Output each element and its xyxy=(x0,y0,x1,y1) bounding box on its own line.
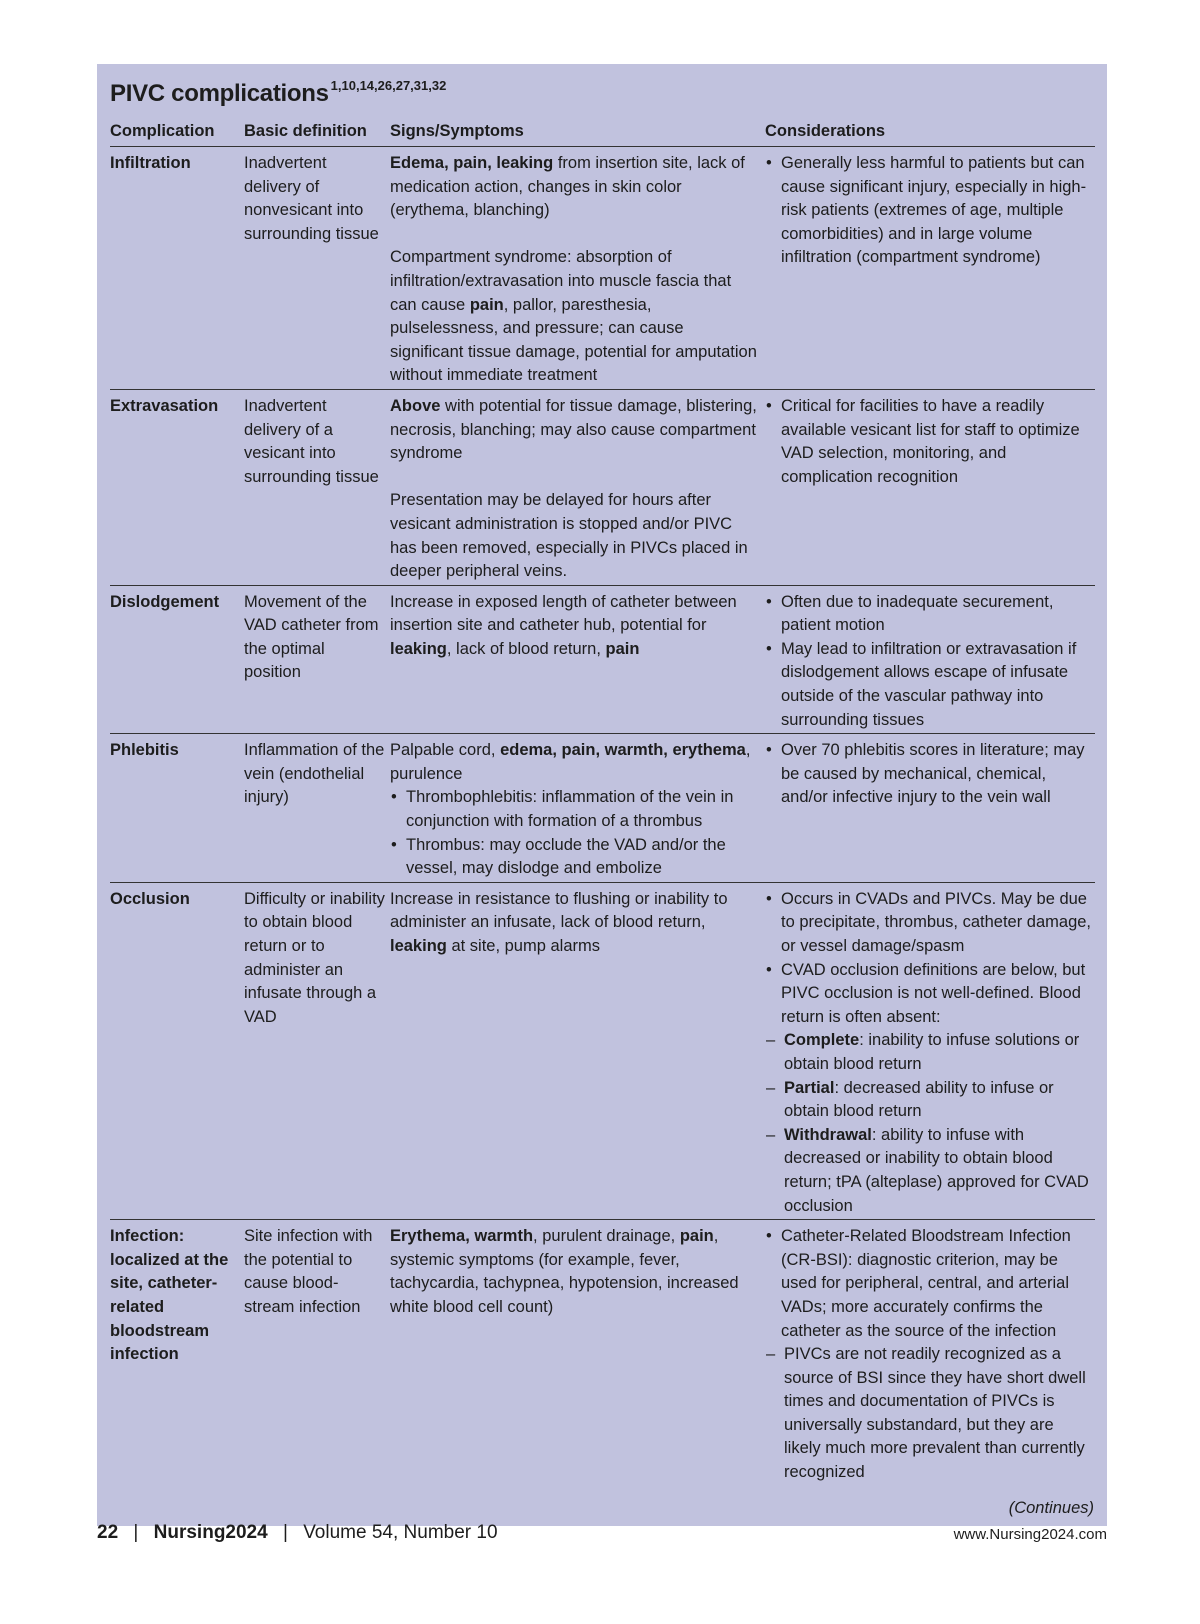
table-title xyxy=(110,70,1095,110)
signs-text: , lack of blood return, xyxy=(446,639,606,658)
sub-item-text: : ability to infuse with decreased or inability to obtain blood return; tPA (alteplase) approved for CVAD occlusion xyxy=(784,1125,1089,1215)
signs-text: with potential for tissue damage, blistering, necrosis, blanching; may also cause compartment syndrome xyxy=(390,396,757,463)
signs-paragraph xyxy=(390,246,761,388)
consideration-item: • Over 70 phlebitis scores in literature; may be caused by mechanical, chemical, and/or infective injury to the vein wall xyxy=(765,739,1091,810)
complications-table xyxy=(110,118,1095,1486)
signs-bold: leaking xyxy=(390,937,447,955)
title-references: 1,10,14,26,27,31,32 xyxy=(330,78,447,93)
header-complication: Complication xyxy=(110,118,244,147)
signs-bold: edema, pain, warmth, erythema xyxy=(500,741,746,760)
cell-complication: Phlebitis xyxy=(110,734,244,883)
consideration-item: • May lead to infiltration or extravasation if dislodgement allows escape of infusate outside of the vascular pathway into surrounding tissues xyxy=(765,638,1091,732)
signs-text: Palpable cord, xyxy=(390,741,501,760)
cell-considerations xyxy=(765,585,1095,734)
continues-note: (Continues) xyxy=(1008,1499,1094,1517)
signs-bold: pain xyxy=(679,1227,714,1246)
cell-complication: Extravasation xyxy=(110,389,244,585)
cell-definition: Difficulty or inability to obtain blood return or to administer an infusate through a VAD xyxy=(244,882,390,1219)
cell-complication: Dislodgement xyxy=(110,585,244,734)
signs-bold: pain xyxy=(469,295,504,314)
footer-separator: | xyxy=(282,1522,288,1543)
cell-signs xyxy=(390,585,765,734)
signs-text: Increase in exposed length of catheter between insertion site and catheter hub, potential for xyxy=(390,592,737,635)
signs-text: , systemic symptoms (for example, fever, tachycardia, tachypnea, hypotension, increased white blood cell count) xyxy=(390,1227,739,1316)
cell-signs xyxy=(390,882,765,1219)
cell-considerations xyxy=(765,734,1095,883)
footer-separator: | xyxy=(133,1522,139,1543)
sub-item xyxy=(765,1124,1091,1218)
page-footer xyxy=(97,1518,1107,1548)
signs-bullet: • Thrombophlebitis: inflammation of the vein in conjunction with formation of a thrombus xyxy=(390,786,761,833)
table-row-occlusion xyxy=(110,882,1095,1219)
sub-item-term: Withdrawal xyxy=(784,1125,872,1144)
consideration-item xyxy=(765,959,1091,1219)
cell-complication: Infiltration xyxy=(110,147,244,390)
table-row-dislodgement xyxy=(110,585,1095,734)
issue-info: Volume 54, Number 10 xyxy=(303,1522,498,1543)
signs-bold: leaking xyxy=(390,639,447,658)
consideration-item: • Critical for facilities to have a readily available vesicant list for staff to optimize VAD selection, monitoring, and complication recognition xyxy=(765,395,1091,489)
signs-text: at site, pump alarms xyxy=(446,937,600,955)
sub-item xyxy=(765,1029,1091,1076)
signs-text: Increase in resistance to flushing or inability to administer an infusate, lack of blood return, xyxy=(390,889,728,932)
cell-considerations xyxy=(765,147,1095,390)
signs-paragraph: Presentation may be delayed for hours after vesicant administration is stopped and/or PIVC has been removed, especially in PIVCs placed in deeper peripheral veins. xyxy=(390,491,748,581)
sub-item-term: Partial xyxy=(784,1078,835,1097)
cell-signs xyxy=(390,147,765,390)
table-row-phlebitis xyxy=(110,734,1095,883)
signs-paragraph xyxy=(390,1225,761,1319)
cell-definition: Site infection with the potential to cause blood-stream infection xyxy=(244,1227,373,1316)
cell-complication: Occlusion xyxy=(110,882,244,1219)
cell-signs xyxy=(390,734,765,883)
signs-bold: Above xyxy=(390,396,441,415)
consideration-item xyxy=(765,1225,1091,1485)
cell-signs xyxy=(390,389,765,585)
sub-item xyxy=(765,1077,1091,1124)
table-header-row xyxy=(110,118,1095,147)
signs-paragraph xyxy=(390,395,761,466)
cell-signs xyxy=(390,1220,765,1486)
magazine-name: Nursing2024 xyxy=(153,1522,268,1543)
signs-text: , purulence xyxy=(390,741,751,783)
header-signs: Signs/Symptoms xyxy=(390,118,765,147)
table-row-extravasation xyxy=(110,389,1095,585)
cell-definition: Inadvertent delivery of nonvesicant into surrounding tissue xyxy=(244,147,390,390)
cell-definition: Inflammation of the vein (endothelial injury) xyxy=(244,734,390,883)
signs-paragraph xyxy=(390,152,761,223)
signs-paragraph xyxy=(390,739,761,786)
cell-complication: Infection: localized at the site, catheter-related bloodstream infection xyxy=(110,1227,229,1364)
table-row-infiltration xyxy=(110,147,1095,390)
table-row-infection xyxy=(110,1220,1095,1486)
signs-bold: Edema, pain, leaking xyxy=(390,154,554,172)
signs-text: from insertion site, lack of medication action, changes in skin color (erythema, blanching) xyxy=(390,154,745,220)
signs-bold: pain xyxy=(605,639,640,658)
signs-text: Compartment syndrome: absorption of infiltration/extravasation into muscle fascia that can cause xyxy=(390,248,732,314)
signs-bold: Erythema, warmth xyxy=(390,1227,534,1246)
sub-item-text: : decreased ability to infuse or obtain blood return xyxy=(784,1078,1054,1121)
table-title-text: PIVC complications xyxy=(110,80,329,107)
complications-table-panel xyxy=(97,64,1107,1526)
header-definition: Basic definition xyxy=(244,118,390,147)
cell-considerations xyxy=(765,882,1095,1219)
cell-considerations xyxy=(765,1220,1095,1486)
cell-definition: Inadvertent delivery of a vesicant into surrounding tissue xyxy=(244,389,390,585)
signs-bullet: • Thrombus: may occlude the VAD and/or the vessel, may dislodge and embolize xyxy=(390,834,761,881)
signs-paragraph xyxy=(390,888,761,959)
website-url: www.Nursing2024.com xyxy=(953,1526,1107,1543)
consideration-item: • Occurs in CVADs and PIVCs. May be due to precipitate, thrombus, catheter damage, or vessel damage/spasm xyxy=(765,888,1091,959)
consideration-item: • Generally less harmful to patients but can cause significant injury, especially in high-risk patients (extremes of age, multiple comorbidities) and in large volume infiltration (compartment syndrome) xyxy=(765,152,1091,270)
signs-paragraph xyxy=(390,591,761,662)
sub-item-term: Complete xyxy=(784,1031,860,1050)
signs-text: , pallor, paresthesia, pulselessness, and pressure; can cause significant tissue damage, potential for amputation without immediate treatment xyxy=(390,295,757,385)
consideration-item: • Often due to inadequate securement, patient motion xyxy=(765,591,1091,638)
signs-text: , purulent drainage, xyxy=(533,1227,680,1246)
cell-definition: Movement of the VAD catheter from the optimal position xyxy=(244,585,390,734)
cell-considerations xyxy=(765,389,1095,585)
sub-item: – PIVCs are not readily recognized as a source of BSI since they have short dwell times and documentation of PIVCs is universally substandard, but they are likely much more prevalent than currently recognized xyxy=(765,1343,1091,1485)
consideration-text: CVAD occlusion definitions are below, but PIVC occlusion is not well-defined. Blood return is often absent: xyxy=(781,960,1086,1026)
page-number: 22 xyxy=(97,1522,119,1543)
consideration-text: Catheter-Related Bloodstream Infection (CR-BSI): diagnostic criterion, may be used for peripheral, central, and arterial VADs; more accurately confirms the catheter as the source of the infection xyxy=(781,1227,1071,1340)
sub-item-text: : inability to infuse solutions or obtain blood return xyxy=(784,1031,1080,1073)
header-considerations: Considerations xyxy=(765,118,1095,147)
